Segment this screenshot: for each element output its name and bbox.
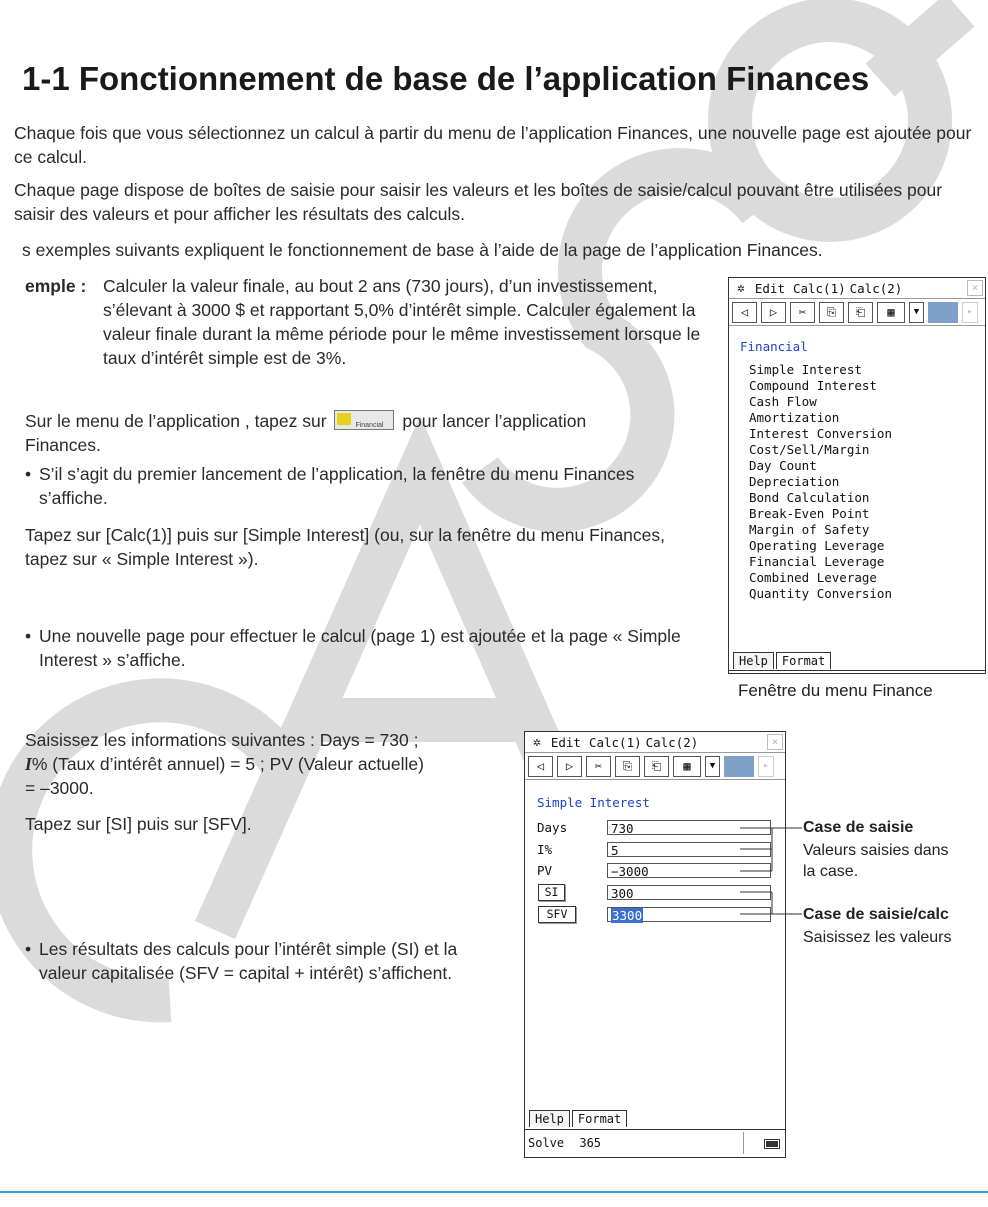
simple-interest-heading: Simple Interest <box>537 795 650 810</box>
rate-label: I% <box>537 842 553 857</box>
cut-icon[interactable]: ✂ <box>790 302 815 323</box>
scroll-right-icon[interactable]: ▸ <box>962 302 978 323</box>
scroll-right-icon[interactable]: ▸ <box>758 756 774 777</box>
intro-paragraph-2: Chaque page dispose de boîtes de saisie pour saisir les valeurs et les boîtes de saisie/calcul pouvant être utilisées pour saisir des valeurs et pour afficher les résultats des calculs. <box>14 180 943 224</box>
toolbar-blank-button[interactable] <box>724 756 754 777</box>
step-1-bullet: • S’il s’agit du premier lancement de l’application, la fenêtre du menu Finances s’affiche. <box>25 462 679 510</box>
step-1-text-before: Sur le menu de l’application , tapez sur <box>25 411 327 431</box>
step-4: Tapez sur [SI] puis sur [SFV]. <box>25 814 252 834</box>
menu-item[interactable]: Simple Interest <box>749 362 862 377</box>
step-3-line-1: Saisissez les informations suivantes : Days = 730 ; <box>25 730 419 750</box>
step-1 <box>25 409 705 433</box>
step-4-bullet: • Les résultats des calculs pour l’intérêt simple (SI) et la valeur capitalisée (SFV = capital + intérêt) s’affichent. <box>25 937 499 985</box>
intro-paragraph-1: Chaque fois que vous sélectionnez un calcul à partir du menu de l’application Finances, une nouvelle page est ajoutée pour ce calcul. <box>14 123 972 167</box>
menu-item[interactable]: Cash Flow <box>749 394 817 409</box>
menu-item[interactable]: Amortization <box>749 410 840 425</box>
financial-menu-screen <box>728 277 986 674</box>
paste-icon[interactable]: ⎗ <box>848 302 873 323</box>
menu-item[interactable]: Bond Calculation <box>749 490 870 505</box>
copy-icon[interactable]: ⎘ <box>615 756 640 777</box>
menu-calc1[interactable]: Calc(1) <box>792 280 846 296</box>
step-2-bullet: • Une nouvelle page pour effectuer le calcul (page 1) est ajoutée et la page « Simple Interest » s’affiche. <box>25 624 719 672</box>
page-title: 1-1 Fonctionnement de base de l’application Finances <box>22 60 870 97</box>
menu-item[interactable]: Depreciation <box>749 474 840 489</box>
status-bar <box>528 1136 601 1150</box>
close-icon[interactable]: × <box>967 280 983 296</box>
menu-item[interactable]: Operating Leverage <box>749 538 885 553</box>
si-button[interactable]: SI <box>538 884 565 901</box>
financial-heading: Financial <box>740 339 808 354</box>
step-1-text-after: pour lancer l’application <box>402 411 587 431</box>
tab-format[interactable]: Format <box>572 1110 627 1127</box>
dropdown-arrow-icon[interactable]: ▼ <box>909 302 924 323</box>
toolbar <box>729 299 985 326</box>
forward-icon[interactable]: ▷ <box>557 756 582 777</box>
financial-app-icon: Financial <box>334 410 394 430</box>
simple-interest-screen <box>524 731 786 1158</box>
copy-icon[interactable]: ⎘ <box>819 302 844 323</box>
callout-input-line-2: la case. <box>803 863 859 880</box>
pv-label: PV <box>537 863 553 878</box>
rate-field[interactable]: 5 <box>607 842 771 857</box>
forward-icon[interactable]: ▷ <box>761 302 786 323</box>
bottom-rule <box>0 1191 988 1193</box>
toolbar <box>525 753 785 780</box>
callout-lines <box>740 820 810 920</box>
menu-item[interactable]: Break-Even Point <box>749 506 870 521</box>
si-field[interactable]: 300 <box>607 885 771 900</box>
step-2: Tapez sur [Calc(1)] puis sur [Simple Interest] (ou, sur la fenêtre du menu Finances, tapez sur « Simple Interest »). <box>25 525 666 569</box>
status-value: 365 <box>579 1136 602 1150</box>
menu-item[interactable]: Combined Leverage <box>749 570 877 585</box>
back-icon[interactable]: ◁ <box>528 756 553 777</box>
tab-help[interactable]: Help <box>529 1110 570 1127</box>
dropdown-arrow-icon[interactable]: ▼ <box>705 756 720 777</box>
days-label: Days <box>537 820 568 835</box>
menu-edit[interactable]: Edit <box>754 280 785 296</box>
close-icon[interactable]: × <box>767 734 783 750</box>
status-solve: Solve <box>528 1136 565 1150</box>
paste-icon[interactable]: ⎗ <box>644 756 669 777</box>
days-field[interactable]: 730 <box>607 820 771 835</box>
table-icon[interactable]: ▦ <box>673 756 701 777</box>
tab-format[interactable]: Format <box>776 652 831 669</box>
example-text: Calculer la valeur finale, au bout 2 ans (730 jours), d’un investissement, s’élevant à 3000 $ et rapportant 5,0% d’intérêt simple. Calculer également la valeur finale durant la même période pour le même investissement lorsque le taux d’intérêt simple est de 3%. <box>103 276 701 368</box>
screen1-caption: Fenêtre du menu Finance <box>738 681 933 700</box>
menu-edit[interactable]: Edit <box>550 734 581 750</box>
gear-icon[interactable]: ✲ <box>533 734 541 750</box>
sfv-button[interactable]: SFV <box>538 906 576 923</box>
menu-calc2[interactable]: Calc(2) <box>849 280 903 296</box>
menu-item[interactable]: Compound Interest <box>749 378 877 393</box>
battery-icon <box>764 1139 780 1149</box>
callout-calc-line-1: Saisissez les valeurs <box>803 929 952 946</box>
rate-italic-letter: I <box>25 754 32 774</box>
status-bar-divider <box>525 1129 785 1130</box>
menu-item[interactable]: Quantity Conversion <box>749 586 892 601</box>
toolbar-blank-button[interactable] <box>928 302 958 323</box>
gear-icon[interactable]: ✲ <box>737 280 745 296</box>
cut-icon[interactable]: ✂ <box>586 756 611 777</box>
step-3-line-3: = –3000. <box>25 778 94 798</box>
table-icon[interactable]: ▦ <box>877 302 905 323</box>
back-icon[interactable]: ◁ <box>732 302 757 323</box>
financial-menu-list <box>749 362 892 602</box>
sfv-value-selected: 3300 <box>612 908 643 923</box>
menu-item[interactable]: Day Count <box>749 458 817 473</box>
screen1-tabs <box>733 652 831 669</box>
menu-item[interactable]: Cost/Sell/Margin <box>749 442 870 457</box>
callout-input-line-1: Valeurs saisies dans <box>803 842 949 859</box>
menu-bar <box>729 278 985 299</box>
pv-field[interactable]: −3000 <box>607 863 771 878</box>
menu-item[interactable]: Margin of Safety <box>749 522 870 537</box>
step-3-line-2: I% (Taux d’intérêt annuel) = 5 ; PV (Valeur actuelle) <box>25 754 424 774</box>
menu-item[interactable]: Financial Leverage <box>749 554 885 569</box>
menu-calc1[interactable]: Calc(1) <box>588 734 642 750</box>
menu-item[interactable]: Interest Conversion <box>749 426 892 441</box>
tab-help[interactable]: Help <box>733 652 774 669</box>
step-1-line-2: Finances. <box>25 435 101 455</box>
menu-bar <box>525 732 785 753</box>
callout-calc-title: Case de saisie/calc <box>803 906 949 923</box>
intro-paragraph-3: s exemples suivants expliquent le fonctionnement de base à l’aide de la page de l’application Finances. <box>22 240 823 260</box>
menu-calc2[interactable]: Calc(2) <box>645 734 699 750</box>
example-label: emple : <box>25 276 87 296</box>
callout-input-title: Case de saisie <box>803 819 914 836</box>
screen2-tabs <box>529 1110 627 1127</box>
